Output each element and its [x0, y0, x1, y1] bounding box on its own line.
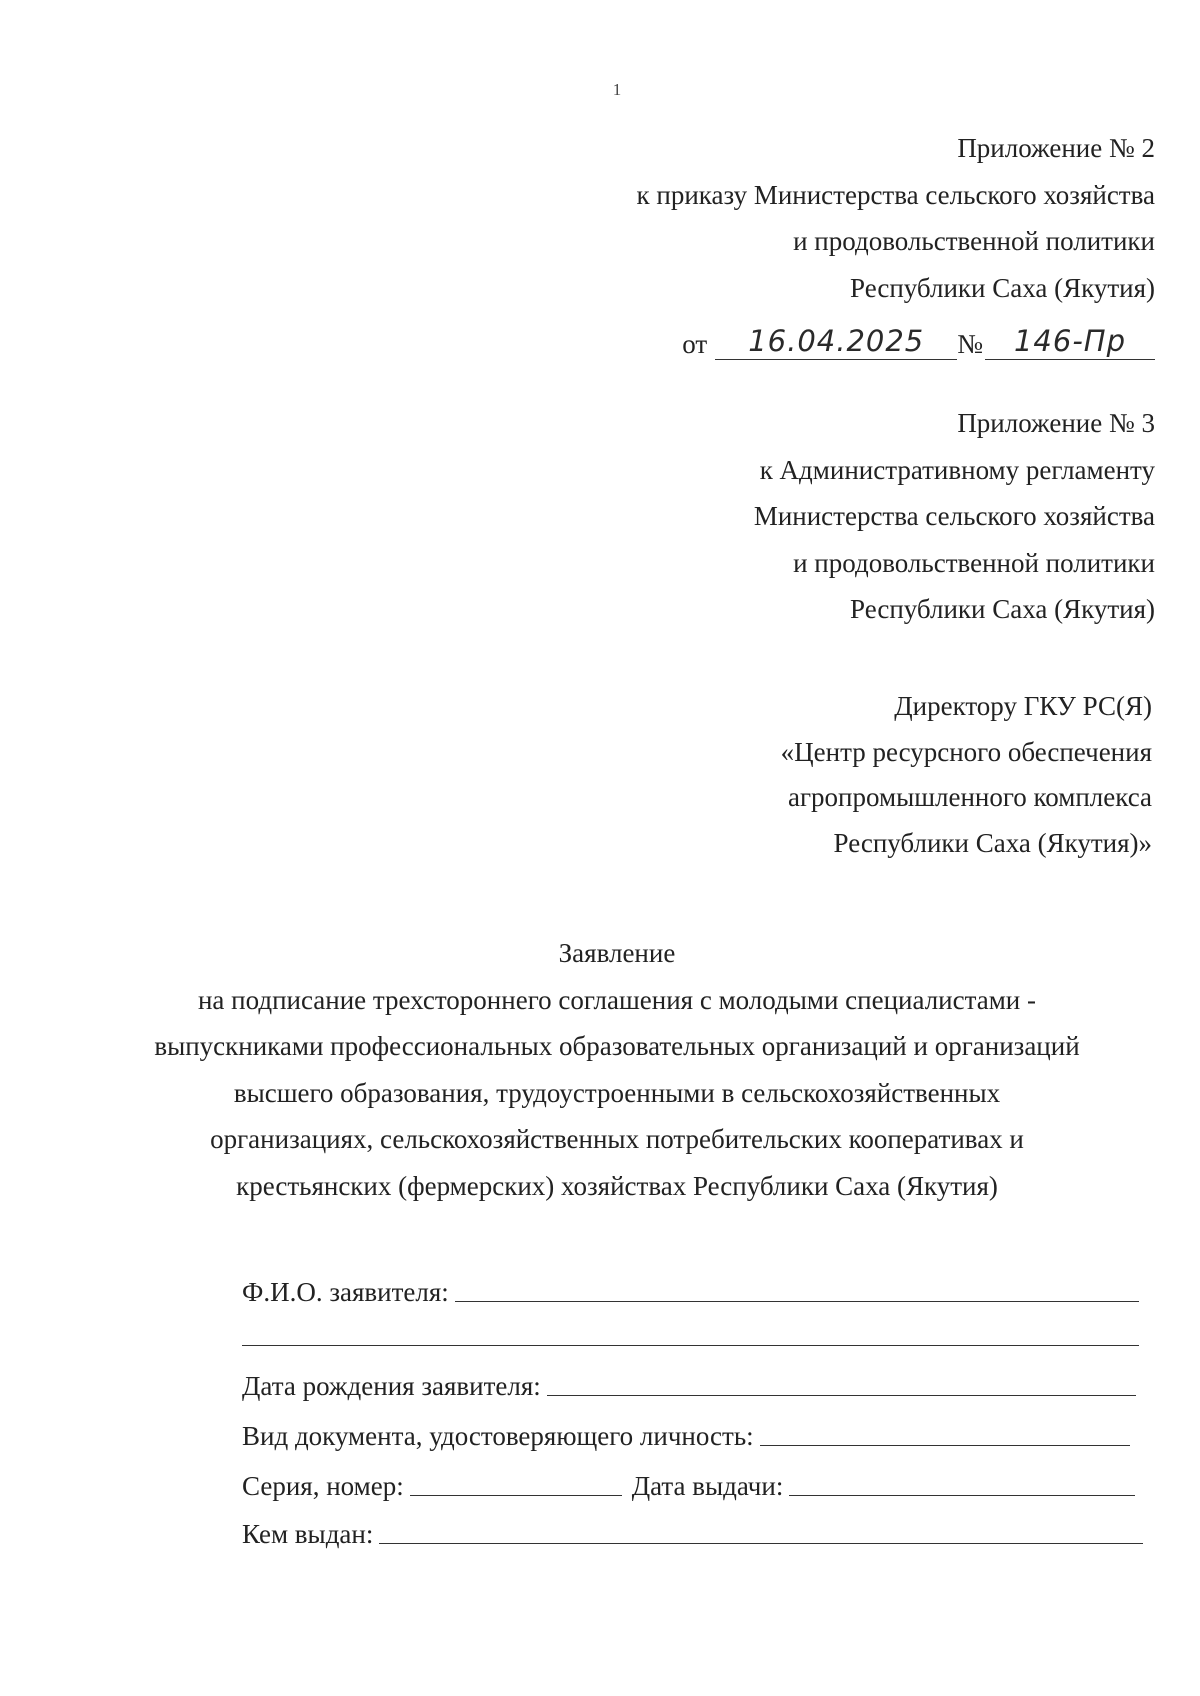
addressee-line: Республики Саха (Якутия)»	[833, 827, 1152, 858]
addressee-line: агропромышленного комплекса	[788, 782, 1152, 812]
fio-label: Ф.И.О. заявителя:	[242, 1277, 449, 1307]
appendix-2-line: Республики Саха (Якутия)	[850, 272, 1155, 303]
id-document-row	[242, 1412, 1130, 1452]
appendix-2-header	[637, 125, 1155, 311]
application-subtitle-line: на подписание трехстороннего соглашения с молодыми специалистами -	[197, 984, 1036, 1015]
order-number-handwritten: 146-Пр	[985, 323, 1155, 360]
dob-field[interactable]	[547, 1365, 1136, 1396]
issued-by-label: Кем выдан:	[242, 1519, 374, 1549]
addressee-block	[781, 684, 1152, 866]
appendix-2-line: к приказу Министерства сельского хозяйства	[636, 179, 1155, 210]
appendix-3-title: Приложение № 3	[957, 408, 1155, 438]
dob-row	[242, 1362, 1136, 1402]
order-date-handwritten: 16.04.2025	[715, 323, 957, 360]
page-number: 1	[612, 80, 622, 99]
application-subtitle-line: крестьянских (фермерских) хозяйствах Республики Саха (Якутия)	[236, 1170, 998, 1201]
appendix-3-line: Республики Саха (Якутия)	[850, 594, 1155, 624]
id-document-field[interactable]	[760, 1415, 1130, 1446]
application-title	[0, 930, 1200, 1209]
appendix-3-line: и продовольственной политики	[793, 547, 1155, 578]
application-heading: Заявление	[558, 938, 676, 968]
order-prefix: от	[682, 329, 708, 359]
dob-label: Дата рождения заявителя:	[242, 1371, 541, 1401]
applicant-form	[242, 1268, 1142, 1550]
order-number-sign: №	[957, 329, 983, 359]
issue-date-field[interactable]	[789, 1465, 1135, 1496]
order-reference	[682, 322, 1155, 362]
application-subtitle-line: выпускниками профессиональных образовательных организаций и организаций	[154, 1031, 1080, 1061]
series-number-field[interactable]	[410, 1465, 622, 1496]
appendix-2-title: Приложение № 2	[957, 133, 1155, 163]
fio-row	[242, 1268, 1139, 1308]
addressee-line: Директору ГКУ РС(Я)	[894, 691, 1152, 721]
application-subtitle-line: высшего образования, трудоустроенными в сельскохозяйственных	[233, 1077, 1001, 1108]
appendix-3-line: Министерства сельского хозяйства	[753, 501, 1155, 531]
series-number-label: Серия, номер:	[242, 1471, 404, 1501]
appendix-2-line: и продовольственной политики	[793, 226, 1155, 256]
fio-row-continuation	[242, 1312, 1139, 1352]
issued-by-row	[242, 1510, 1143, 1550]
issued-by-field[interactable]	[379, 1513, 1143, 1544]
appendix-3-line: к Административному регламенту	[759, 454, 1155, 485]
fio-field-line2[interactable]	[242, 1315, 1139, 1346]
fio-field[interactable]	[455, 1271, 1139, 1302]
id-document-label: Вид документа, удостоверяющего личность:	[242, 1421, 754, 1451]
series-number-row	[242, 1462, 1135, 1502]
application-subtitle-line: организациях, сельскохозяйственных потребительских кооперативах и	[210, 1124, 1024, 1154]
addressee-line: «Центр ресурсного обеспечения	[780, 736, 1152, 767]
issue-date-label: Дата выдачи:	[631, 1471, 784, 1501]
appendix-3-header	[754, 400, 1155, 633]
